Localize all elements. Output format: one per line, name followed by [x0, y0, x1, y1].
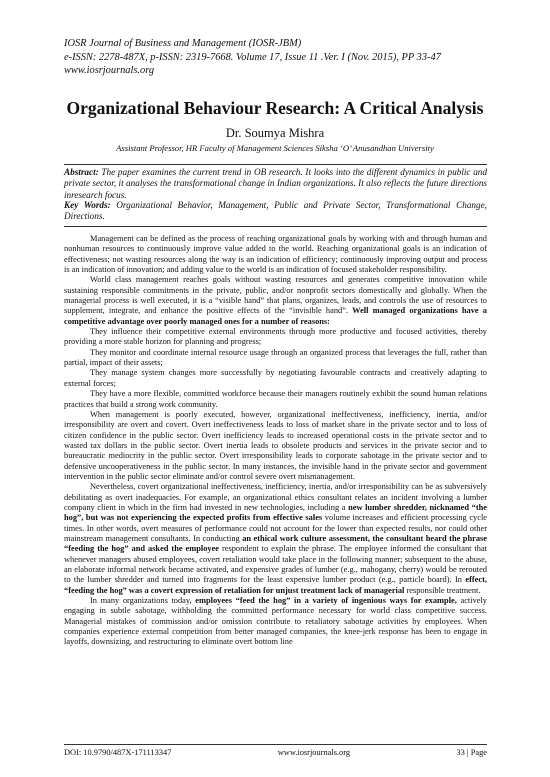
journal-site: www.iosrjournals.org	[64, 65, 155, 77]
paragraph: They have a more flexible, committed workforce because their managers routinely exhibit the sound human relations practices that build a strong work community.	[64, 389, 487, 409]
keywords	[64, 200, 487, 223]
keywords-label: Key Words:	[64, 200, 111, 210]
keywords-text: Organizational Behavior, Management, Public and Private Sector, Transformational Change, Directions.	[64, 200, 487, 222]
paragraph: Management can be defined as the process of reaching organizational goals by working with and through human and nonhuman resources to continuously improve value added to the world. Reaching organizational goals is an indication of effectiveness; not wasting resources along the way is an indication of efficiency; continuously improving output and process is an indication of innovation; and adding value to the world is an indication of focused stakeholder responsibility.	[64, 234, 487, 275]
paragraph: In many organizations today, employees “feed the hog” in a variety of ingenious ways for example, actively engaging in subtle sabotage, withholding the committed performance necessary for world class competitive success. Managerial mistakes of commission and/or omission contribute to retaliatory sabotage activities by employees. When companies experience external competition from better managed companies, the knee-jerk response has been to engage in layoffs, downsizing, and restructuring to eliminate overt bottom line	[64, 596, 487, 647]
footer-doi: DOI: 10.9790/487X-171113347	[64, 748, 172, 757]
abstract-label: Abstract:	[64, 167, 99, 177]
keywords-divider	[64, 226, 487, 227]
footer-site: www.iosrjournals.org	[277, 748, 351, 757]
page-number: 33 | Page	[456, 748, 487, 757]
paragraph: They monitor and coordinate internal resource usage through an organized process that leverages the full, rather than partial, impact of their assets;	[64, 347, 487, 368]
journal-name: IOSR Journal of Business and Management (IOSR-JBM)	[64, 38, 302, 49]
issn-line: e-ISSN: 2278-487X, p-ISSN: 2319-7668. Volume 17, Issue 11 .Ver. I (Nov. 2015), PP 33-47	[64, 51, 441, 63]
paragraph: When management is poorly executed, however, organizational ineffectiveness, inefficiency, inertia, and/or irresponsibility are overt and covert. Overt ineffectiveness leads to loss of market share in the private sector and to loss of citizen confidence in the public sector. Overt inefficiency leads to increased operational costs in the private sector and to wasted tax dollars in the public sector. Overt inertia leads to obsolete products and services in the private sector and to bureaucratic mediocrity in the public sector. Overt irresponsibility leads to corporate sabotage in the private sector and to defensive uncooperativeness in the public sector. In many instances, the invisible hand in the private sector and government intervention in the public sector eliminate and/or control severe overt mismanagement.	[64, 409, 487, 481]
paragraph: Nevertheless, covert organizational ineffectiveness, inefficiency, inertia, and/or irresponsibility can be as subversively debilitating as overt inadequacies. For example, an organizational ethics consultant relates an incident involving a lumber company client in which in the firm had invested in new technologies, including a new lumber shredder, nicknamed “the hog”, but was not experiencing the expected profits from effective sales volume increases and efficient processing cycle times. In other words, overt measures of performance could not account for the lower than expected results, nor could other mainstream management consultants. In conducting an ethical work culture assessment, the consultant heard the phrase “feeding the hog” and asked the employee respondent to explain the phrase. The employee informed the consultant that whenever managers abused employees, covert retaliation would take place in the following manner; subsequent to the abuse, an elaborate informal network became activated, and expensive grades of lumber (e.g., mahogany, cherry) would be rerouted to the lumber shredder and turned into fragments for the least expensive lumber product (e.g., particle board). In effect, “feeding the hog” was a covert expression of retaliation for unjust treatment lack of managerial responsible treatment.	[64, 482, 487, 595]
abstract	[64, 164, 487, 201]
journal-header	[64, 37, 441, 78]
paragraph: They manage system changes more successfully by negotiating favourable contracts and creatively adapting to external forces;	[64, 368, 487, 388]
body-text	[64, 234, 487, 648]
paragraph: They influence their competitive external environments through more productive and focused activities, thereby providing a more stable horizon for planning and progress;	[64, 327, 487, 347]
author-name: Dr. Soumya Mishra	[225, 126, 325, 140]
author-affiliation: Assistant Professor, HR Faculty of Management Sciences Siksha ‘O’ Anusandhan University	[116, 143, 434, 153]
paper-title: Organizational Behaviour Research: A Critical Analysis	[66, 98, 484, 118]
page-footer	[64, 744, 487, 758]
abstract-text: The paper examines the current trend in OB research. It looks into the different dynamics in public and private sector, it analyses the transformational change in Indian organizations. It also reflects the future directions inresearch focus.	[64, 167, 487, 200]
paragraph: World class management reaches goals without wasting resources and generates competitive innovation while sustaining responsible commitments in the private, public, and/or nonprofit sectors domestically and globally. When the managerial process is well executed, it is a “visible hand” that plans, organizes, leads, and controls the use of resources to supplement, integrate, and enhance the positive effects of the “invisible hand”. Well managed organizations have a competitive advantage over poorly managed ones for a number of reasons:	[64, 275, 487, 326]
